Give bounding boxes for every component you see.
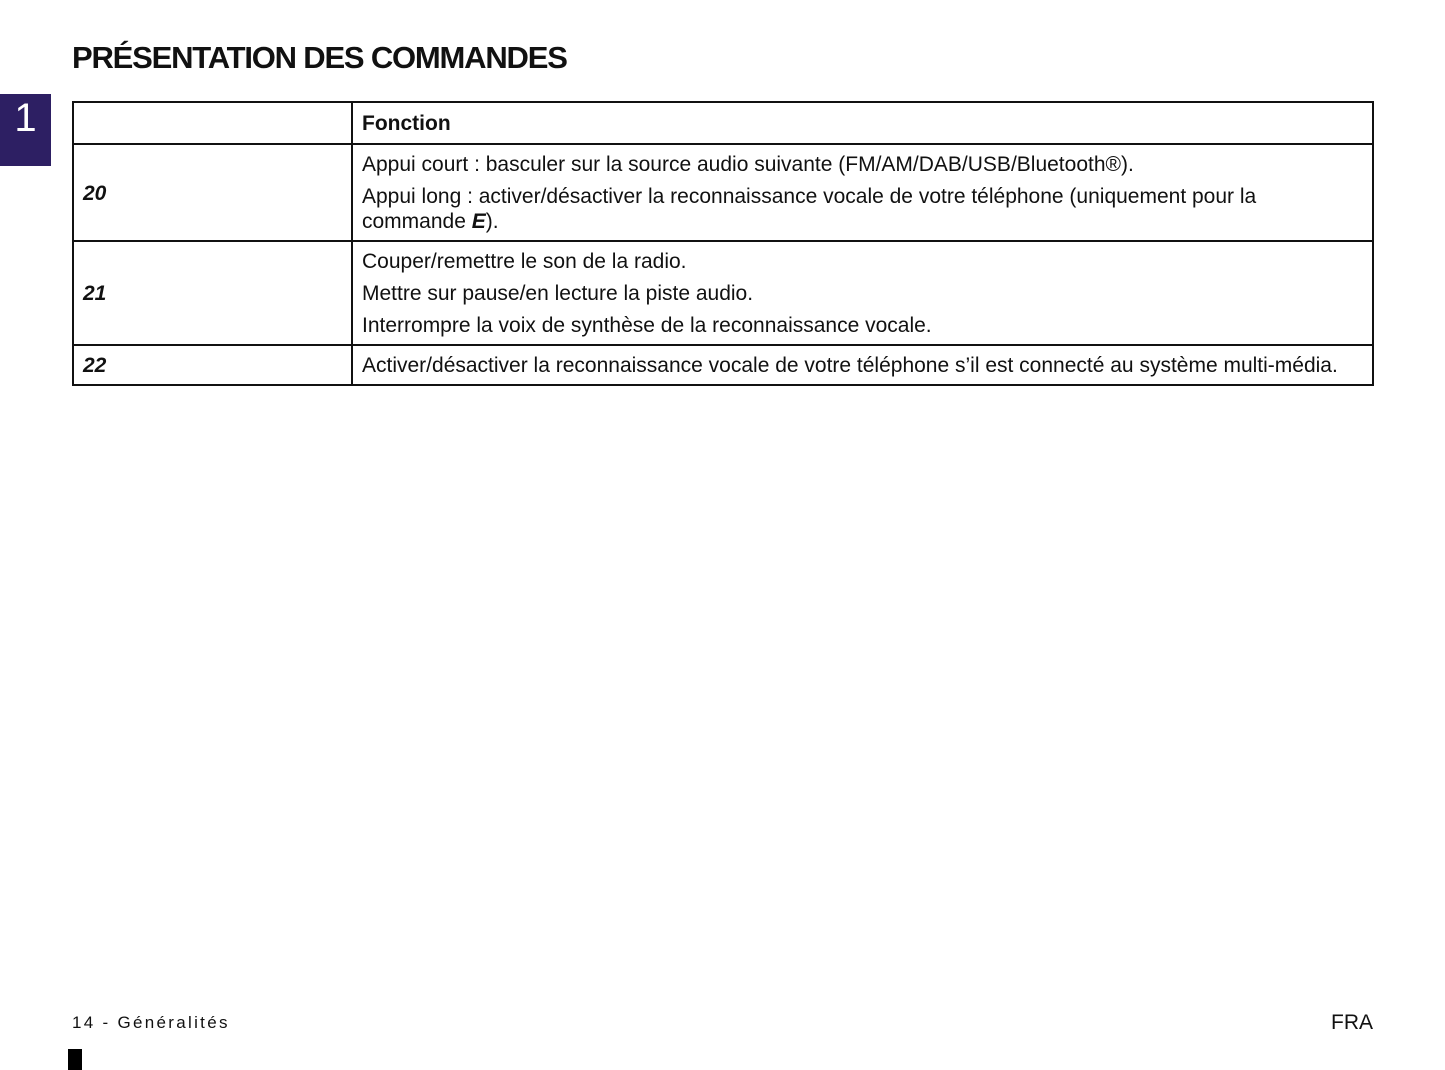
control-number-cell: 21 — [73, 241, 352, 345]
function-line: Appui court : basculer sur la source audio suivante (FM/AM/DAB/USB/Bluetooth®). — [362, 153, 1134, 176]
page-corner-marker — [68, 1049, 82, 1070]
table-header-row — [73, 102, 1373, 144]
page-number-label: 14 - Généralités — [72, 1013, 230, 1032]
controls-table-container — [72, 101, 1374, 386]
function-cell — [352, 144, 1373, 241]
language-code: FRA — [1331, 1011, 1373, 1034]
table-row — [73, 241, 1373, 345]
table-row — [73, 345, 1373, 385]
function-line — [362, 184, 1363, 234]
control-number-cell: 20 — [73, 144, 352, 241]
controls-table-body — [73, 144, 1373, 385]
function-line: Interrompre la voix de synthèse de la reconnaissance vocale. — [362, 314, 932, 337]
controls-table — [72, 101, 1374, 386]
function-column-header: Fonction — [352, 102, 1373, 144]
number-column-header — [73, 102, 352, 144]
function-line: Couper/remettre le son de la radio. — [362, 250, 687, 273]
control-number-cell: 22 — [73, 345, 352, 385]
function-line: Mettre sur pause/en lecture la piste audio. — [362, 282, 754, 305]
function-cell — [352, 345, 1373, 385]
table-row — [73, 144, 1373, 241]
function-cell — [352, 241, 1373, 345]
command-reference: E — [471, 210, 486, 233]
function-text: Appui long : activer/désactiver la reconnaissance vocale de votre téléphone (uniquement pour la commande — [362, 185, 1257, 233]
function-line: Activer/désactiver la reconnaissance vocale de votre téléphone s’il est connecté au système multi-média. — [362, 354, 1338, 377]
controls-table-header — [73, 102, 1373, 144]
chapter-tab: 1 — [0, 94, 51, 166]
page-title: PRÉSENTATION DES COMMANDES — [72, 40, 567, 75]
function-text: ). — [485, 210, 499, 233]
